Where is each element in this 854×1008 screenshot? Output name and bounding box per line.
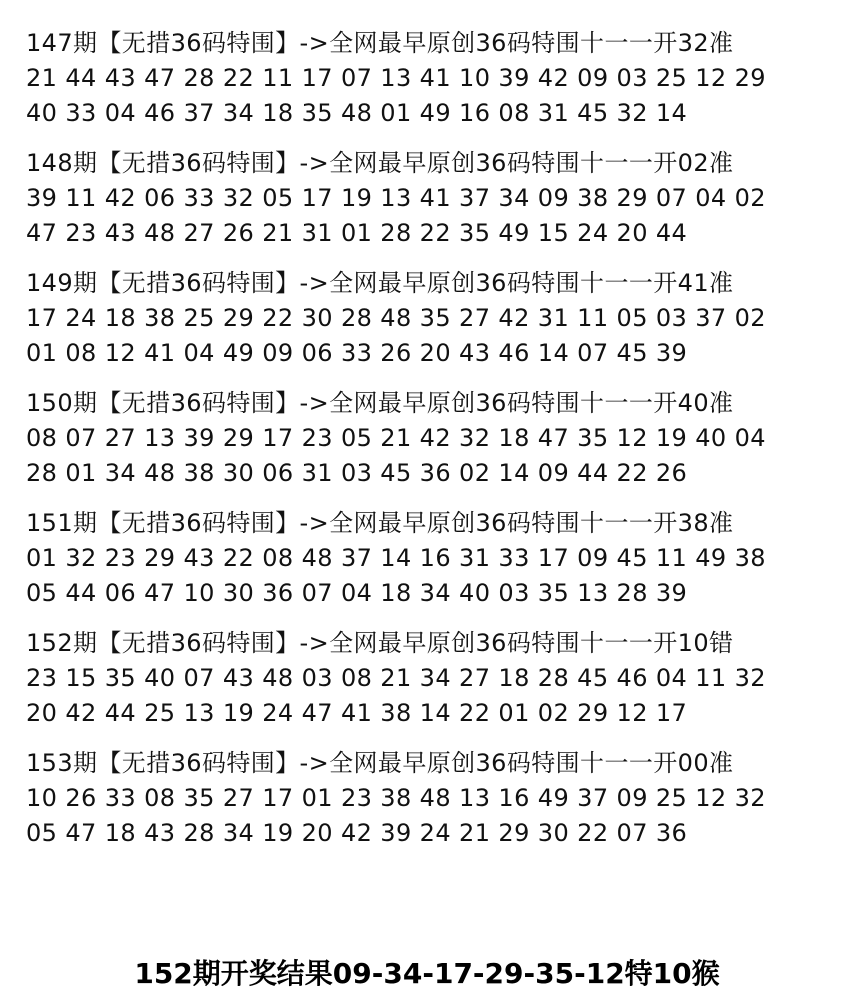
number-row: 05 47 18 43 28 34 19 20 42 39 24 21 29 30 22 07 36 (26, 819, 688, 847)
entry-147 (26, 26, 826, 131)
number-row: 47 23 43 48 27 26 21 31 01 28 22 35 49 15 24 20 44 (26, 219, 688, 247)
number-row: 08 07 27 13 39 29 17 23 05 21 42 32 18 47 35 12 19 40 04 (26, 424, 766, 452)
entry-148 (26, 146, 826, 251)
entry-152 (26, 626, 826, 731)
entry-title: 147期【无措36码特围】->全网最早原创36码特围十一一开32准 (26, 29, 734, 57)
number-row: 39 11 42 06 33 32 05 17 19 13 41 37 34 09 38 29 07 04 02 (26, 184, 766, 212)
number-row: 40 33 04 46 37 34 18 35 48 01 49 16 08 31 45 32 14 (26, 99, 688, 127)
number-row: 23 15 35 40 07 43 48 03 08 21 34 27 18 28 45 46 04 11 32 (26, 664, 766, 692)
entry-149 (26, 266, 826, 371)
entry-list (26, 26, 826, 866)
number-row: 01 08 12 41 04 49 09 06 33 26 20 43 46 14 07 45 39 (26, 339, 688, 367)
number-row: 28 01 34 48 38 30 06 31 03 45 36 02 14 09 44 22 26 (26, 459, 688, 487)
number-row: 10 26 33 08 35 27 17 01 23 38 48 13 16 49 37 09 25 12 32 (26, 784, 766, 812)
entry-title: 149期【无措36码特围】->全网最早原创36码特围十一一开41准 (26, 269, 734, 297)
number-row: 01 32 23 29 43 22 08 48 37 14 16 31 33 17 09 45 11 49 38 (26, 544, 766, 572)
entry-title: 153期【无措36码特围】->全网最早原创36码特围十一一开00准 (26, 749, 734, 777)
number-row: 05 44 06 47 10 30 36 07 04 18 34 40 03 35 13 28 39 (26, 579, 688, 607)
number-row: 20 42 44 25 13 19 24 47 41 38 14 22 01 02 29 12 17 (26, 699, 688, 727)
number-row: 21 44 43 47 28 22 11 17 07 13 41 10 39 42 09 03 25 12 29 (26, 64, 766, 92)
entry-title: 151期【无措36码特围】->全网最早原创36码特围十一一开38准 (26, 509, 734, 537)
entry-title: 148期【无措36码特围】->全网最早原创36码特围十一一开02准 (26, 149, 734, 177)
entry-150 (26, 386, 826, 491)
entry-153 (26, 746, 826, 851)
draw-result-footer: 152期开奖结果09-34-17-29-35-12特10猴 (134, 957, 720, 990)
number-row: 17 24 18 38 25 29 22 30 28 48 35 27 42 31 11 05 03 37 02 (26, 304, 766, 332)
entry-title: 150期【无措36码特围】->全网最早原创36码特围十一一开40准 (26, 389, 734, 417)
entry-151 (26, 506, 826, 611)
entry-title: 152期【无措36码特围】->全网最早原创36码特围十一一开10错 (26, 629, 734, 657)
